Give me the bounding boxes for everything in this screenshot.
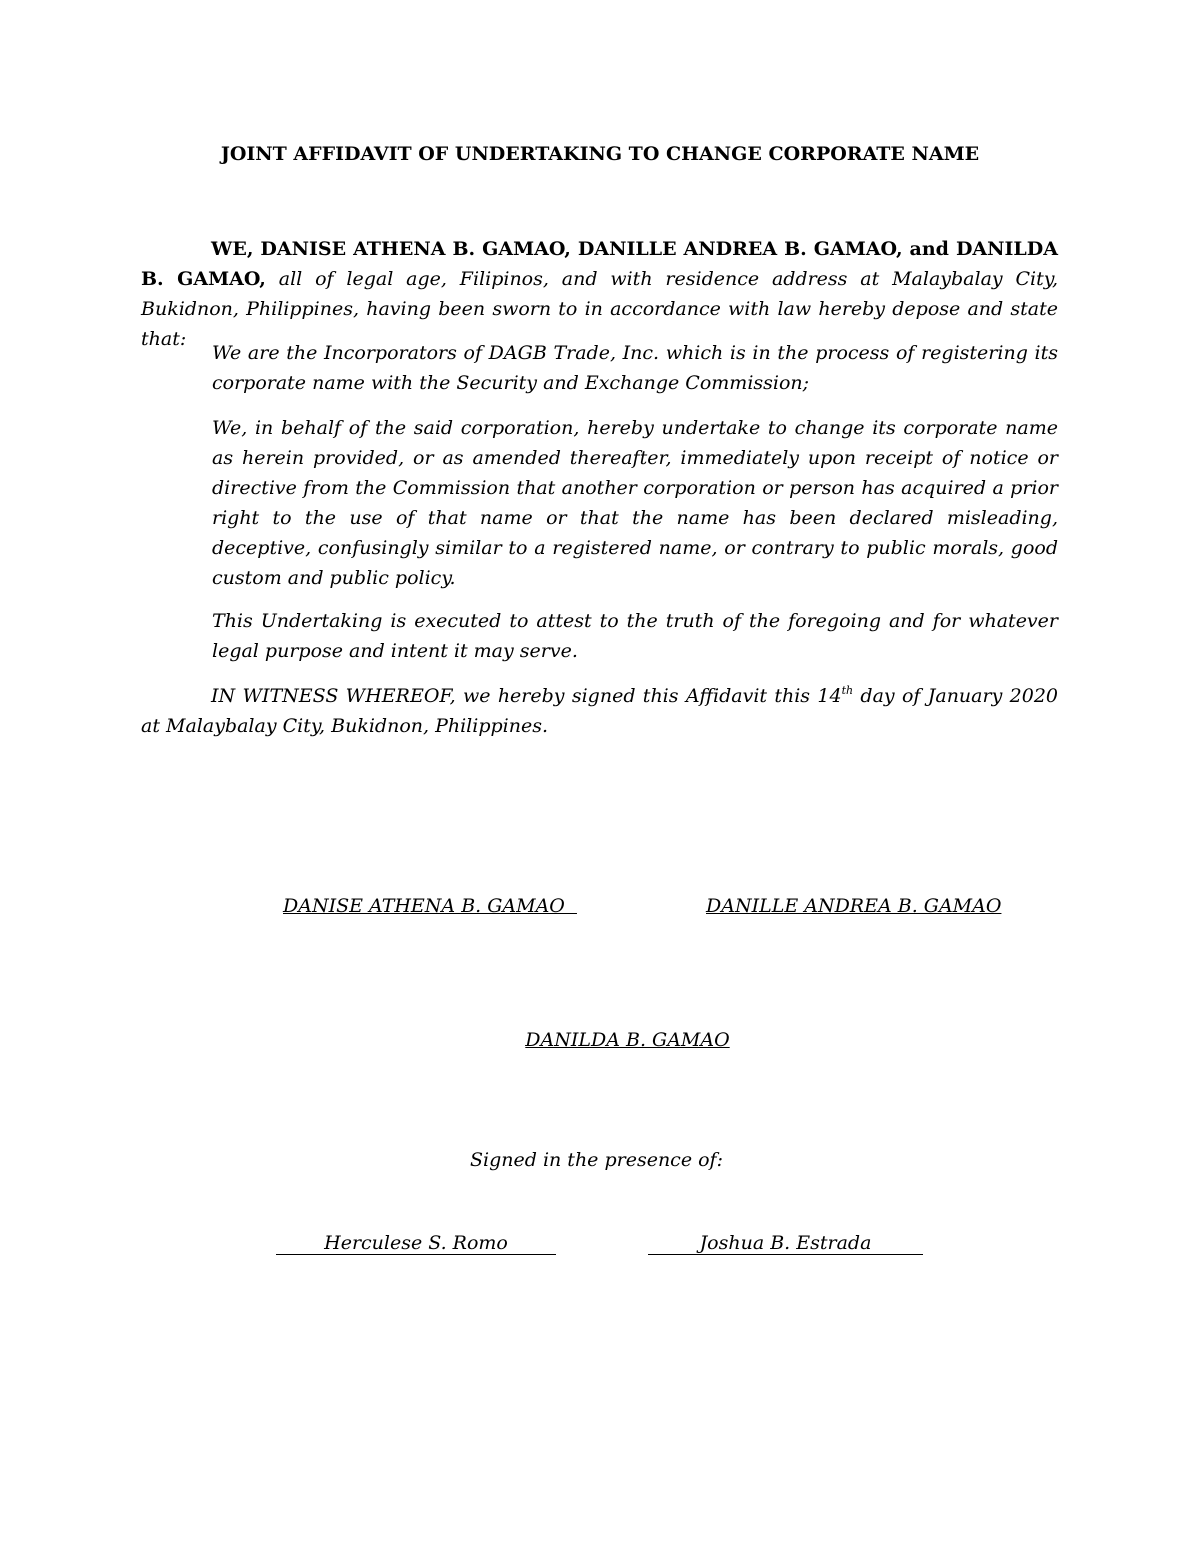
- witness-joshua: Joshua B. Estrada: [648, 1232, 923, 1255]
- intro-text: all of legal age, Filipinos, and with residence address at Malaybalay City, Bukidnon, Philippines, having been sworn to in accordance with law hereby depose and state that:: [141, 268, 1058, 350]
- intro-paragraph: [141, 234, 1058, 354]
- document-title: JOINT AFFIDAVIT OF UNDERTAKING TO CHANGE CORPORATE NAME: [220, 143, 980, 165]
- witness-clause-end: day of January 2020 at Malaybalay City, Bukidnon, Philippines.: [141, 685, 1058, 737]
- intro-names: WE, DANISE ATHENA B. GAMAO, DANILLE ANDREA B. GAMAO, and DANILDA B. GAMAO,: [141, 238, 1058, 290]
- presence-label: Signed in the presence of:: [470, 1149, 723, 1171]
- paragraph-incorporators: We are the Incorporators of DAGB Trade, Inc. which is in the process of registering its corporate name with the Security and Exchange Commission;: [212, 342, 1058, 394]
- witness-herculese: Herculese S. Romo: [276, 1232, 556, 1255]
- witness-clause: [141, 681, 1058, 741]
- paragraph-undertaking: We, in behalf of the said corporation, hereby undertake to change its corporate name as herein provided, or as amended thereafter, immediately upon receipt of notice or directive from the Commission that another corporation or person has acquired a prior right to the use of that name or that the name has been declared misleading, deceptive, confusingly similar to a registered name, or contrary to public morals, good custom and public policy.: [212, 417, 1058, 589]
- day-ordinal-suffix: th: [841, 684, 854, 697]
- signatory-danilda: DANILDA B. GAMAO: [525, 1029, 730, 1051]
- signatory-danise: DANISE ATHENA B. GAMAO: [283, 895, 577, 917]
- witness-clause-start: IN WITNESS WHEREOF, we hereby signed this Affidavit this 14: [211, 685, 842, 707]
- paragraph-purpose: This Undertaking is executed to attest to the truth of the foregoing and for whatever legal purpose and intent it may serve.: [212, 610, 1058, 662]
- signatory-danille: DANILLE ANDREA B. GAMAO: [706, 895, 1002, 917]
